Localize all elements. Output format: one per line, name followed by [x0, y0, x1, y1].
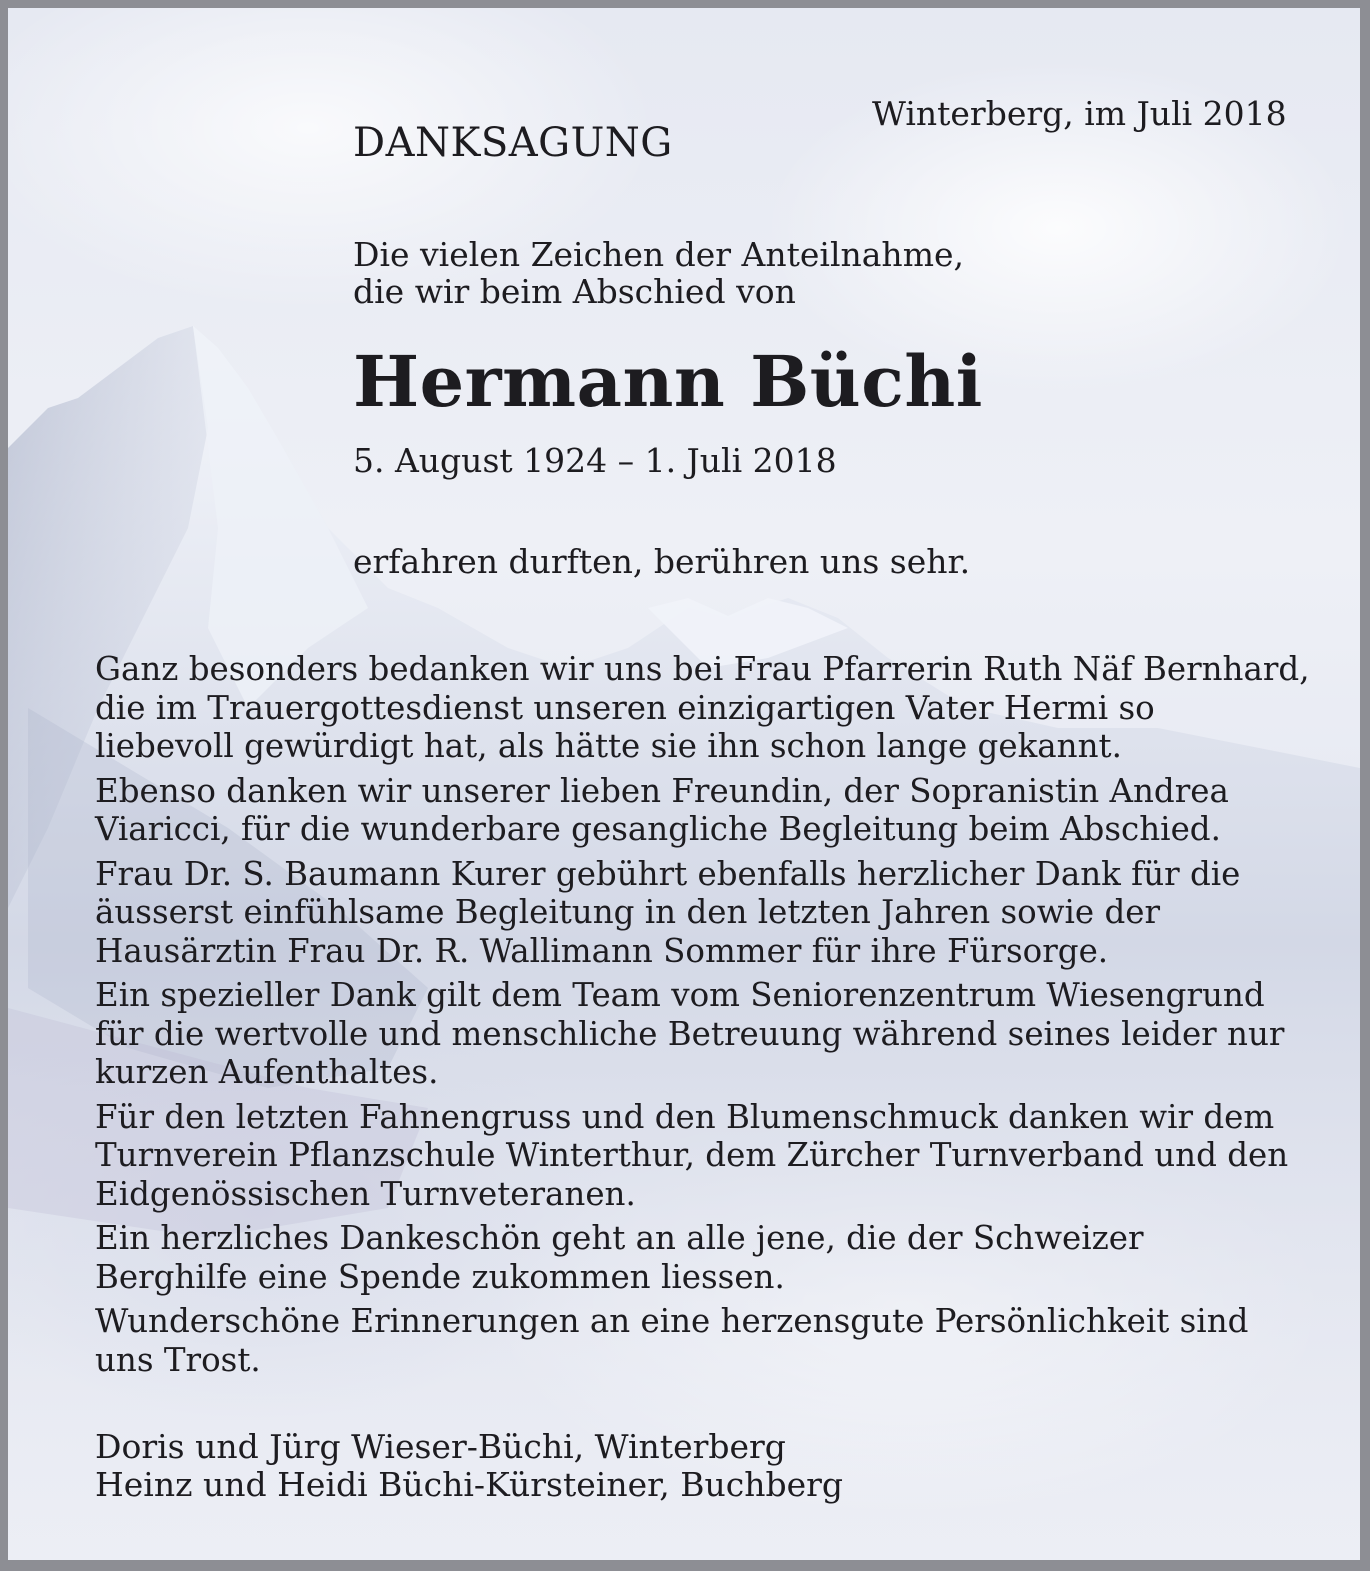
- text-line: für die wertvolle und menschliche Betreuung während seines leider nur: [95, 1014, 1285, 1053]
- signature-line: Doris und Jürg Wieser-Büchi, Winterberg: [95, 1427, 786, 1466]
- thanks-paragraph: [95, 650, 1335, 766]
- text-line: Eidgenössischen Turnveteranen.: [95, 1174, 636, 1213]
- thanks-paragraph: [95, 1219, 1335, 1296]
- text-line: Viaricci, für die wunderbare gesangliche Begleitung beim Abschied.: [95, 810, 1221, 848]
- text-line: die im Trauergottesdienst unseren einzigartigen Vater Hermi so: [95, 688, 1155, 727]
- thanks-paragraph: [95, 1302, 1335, 1379]
- intro-line: die wir beim Abschied von: [353, 272, 796, 311]
- notice-title: DANKSAGUNG: [353, 120, 673, 166]
- text-line: Ein herzliches Dankeschön geht an alle jene, die der Schweizer: [95, 1219, 1144, 1257]
- deceased-name: Hermann Büchi: [353, 340, 983, 423]
- text-line: kurzen Aufenthaltes.: [95, 1053, 439, 1091]
- text-line: Hausärztin Frau Dr. R. Wallimann Sommer für ihre Fürsorge.: [95, 931, 1109, 970]
- thanks-paragraph: [95, 855, 1335, 971]
- date-place: Winterberg, im Juli 2018: [872, 94, 1287, 133]
- thanks-paragraph: [95, 976, 1335, 1092]
- thanks-paragraph: [95, 1098, 1335, 1214]
- text-line: Berghilfe eine Spende zukommen liessen.: [95, 1257, 785, 1296]
- text-line: Ganz besonders bedanken wir uns bei Frau Pfarrerin Ruth Näf Bernhard,: [95, 650, 1310, 688]
- thanks-paragraph: [95, 772, 1335, 849]
- intro-end: erfahren durften, berühren uns sehr.: [353, 542, 971, 581]
- text-line: äusserst einfühlsame Begleitung in den letzten Jahren sowie der: [95, 893, 1161, 931]
- thanks-body: [95, 650, 1335, 1385]
- text-line: Ebenso danken wir unserer lieben Freundin, der Sopranistin Andrea: [95, 771, 1229, 810]
- text-line: Wunderschöne Erinnerungen an eine herzensgute Persönlichkeit sind: [95, 1302, 1249, 1340]
- text-line: liebevoll gewürdigt hat, als hätte sie ihn schon lange gekannt.: [95, 727, 1122, 765]
- intro-line: Die vielen Zeichen der Anteilnahme,: [353, 235, 964, 274]
- notice-content: [8, 8, 1360, 1560]
- text-line: uns Trost.: [95, 1340, 261, 1379]
- text-line: Ein spezieller Dank gilt dem Team vom Seniorenzentrum Wiesengrund: [95, 976, 1265, 1014]
- text-line: Turnverein Pflanzschule Winterthur, dem Zürcher Turnverband und den: [95, 1136, 1289, 1174]
- text-line: Frau Dr. S. Baumann Kurer gebührt ebenfalls herzlicher Dank für die: [95, 854, 1241, 893]
- obituary-notice: [8, 8, 1360, 1560]
- text-line: Für den letzten Fahnengruss und den Blumenschmuck danken wir dem: [95, 1097, 1275, 1136]
- life-dates: 5. August 1924 – 1. Juli 2018: [353, 441, 837, 480]
- signatures: [95, 1428, 843, 1504]
- intro-text: [353, 236, 964, 310]
- signature-line: Heinz und Heidi Büchi-Kürsteiner, Buchberg: [95, 1465, 844, 1504]
